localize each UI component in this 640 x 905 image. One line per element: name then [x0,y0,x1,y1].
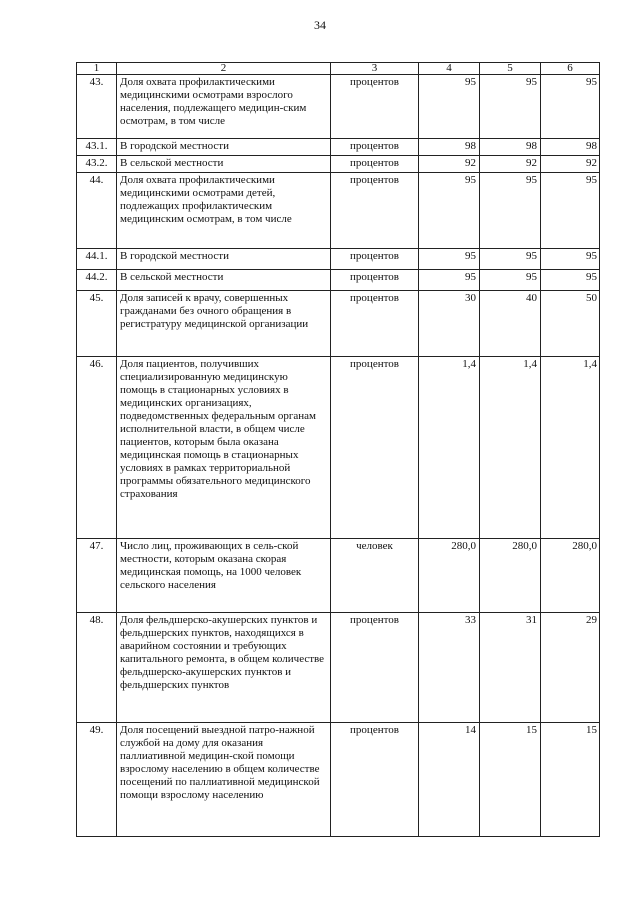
table-row [77,139,600,156]
value-year-2: 31 [480,613,541,723]
row-number: 49. [77,723,117,837]
indicator-name: В сельской местности [117,270,331,291]
value-year-1: 95 [419,249,480,270]
table-row [77,249,600,270]
indicator-name: Доля посещений выездной патро-нажной службой на дому для оказания паллиативной медицин-ской помощи взрослому населению в общем количестве посещений по паллиативной медицинской помощи взрослому населению [117,723,331,837]
value-year-2: 92 [480,156,541,173]
column-header: 1 [77,63,117,75]
value-year-2: 40 [480,291,541,357]
row-number: 47. [77,539,117,613]
value-year-3: 15 [541,723,600,837]
page-number: 34 [314,18,326,32]
value-year-3: 95 [541,173,600,249]
row-number: 44.1. [77,249,117,270]
table-row [77,156,600,173]
row-number: 45. [77,291,117,357]
value-year-1: 95 [419,75,480,139]
unit: процентов [331,613,419,723]
unit: процентов [331,357,419,539]
unit: процентов [331,270,419,291]
value-year-2: 95 [480,270,541,291]
value-year-2: 98 [480,139,541,156]
indicator-name: Доля фельдшерско-акушерских пунктов и фельдшерских пунктов, находящихся в аварийном состоянии и требующих капитального ремонта, в общем количестве фельдшерско-акушерских пунктов и фельдшерских пунктов [117,613,331,723]
indicator-name: Доля пациентов, получивших специализированную медицинскую помощь в стационарных условиях в медицинских организациях, подведомственных федеральным органам исполнительной власти, в общем числе пациентов, которым была оказана медицинская помощь в стационарных условиях в рамках территориальной программы обязательного медицинского страхования [117,357,331,539]
value-year-2: 15 [480,723,541,837]
unit: процентов [331,75,419,139]
unit: процентов [331,139,419,156]
table-header-row [77,63,600,75]
unit: процентов [331,723,419,837]
indicator-name: В городской местности [117,249,331,270]
unit: человек [331,539,419,613]
table-row [77,613,600,723]
column-header: 5 [480,63,541,75]
value-year-3: 92 [541,156,600,173]
unit: процентов [331,173,419,249]
column-header: 3 [331,63,419,75]
value-year-2: 95 [480,173,541,249]
indicator-name: В городской местности [117,139,331,156]
value-year-2: 280,0 [480,539,541,613]
indicator-name: Число лиц, проживающих в сель-ской местности, которым оказана скорая медицинская помощь, на 1000 человек сельского населения [117,539,331,613]
table-row [77,723,600,837]
value-year-3: 95 [541,249,600,270]
value-year-1: 92 [419,156,480,173]
row-number: 44. [77,173,117,249]
value-year-3: 50 [541,291,600,357]
value-year-2: 95 [480,75,541,139]
unit: процентов [331,156,419,173]
value-year-3: 1,4 [541,357,600,539]
value-year-1: 33 [419,613,480,723]
value-year-1: 14 [419,723,480,837]
row-number: 43.2. [77,156,117,173]
unit: процентов [331,291,419,357]
row-number: 46. [77,357,117,539]
table-row [77,173,600,249]
indicators-table [76,62,600,837]
table-row [77,75,600,139]
indicator-name: В сельской местности [117,156,331,173]
value-year-3: 95 [541,75,600,139]
unit: процентов [331,249,419,270]
value-year-3: 280,0 [541,539,600,613]
table-row [77,357,600,539]
table-row [77,539,600,613]
column-header: 2 [117,63,331,75]
value-year-3: 29 [541,613,600,723]
value-year-1: 1,4 [419,357,480,539]
table-row [77,291,600,357]
value-year-2: 1,4 [480,357,541,539]
column-header: 4 [419,63,480,75]
indicator-name: Доля записей к врачу, совершенных гражданами без очного обращения в регистратуру медицинской организации [117,291,331,357]
value-year-1: 98 [419,139,480,156]
row-number: 48. [77,613,117,723]
value-year-3: 98 [541,139,600,156]
value-year-2: 95 [480,249,541,270]
value-year-1: 280,0 [419,539,480,613]
row-number: 43. [77,75,117,139]
column-header: 6 [541,63,600,75]
value-year-1: 95 [419,270,480,291]
value-year-1: 30 [419,291,480,357]
value-year-1: 95 [419,173,480,249]
row-number: 43.1. [77,139,117,156]
indicator-name: Доля охвата профилактическими медицинскими осмотрами взрослого населения, подлежащего медицин-ским осмотрам, в том числе [117,75,331,139]
table-row [77,270,600,291]
indicator-name: Доля охвата профилактическими медицинскими осмотрами детей, подлежащих профилактическим медицинским осмотрам, в том числе [117,173,331,249]
row-number: 44.2. [77,270,117,291]
value-year-3: 95 [541,270,600,291]
